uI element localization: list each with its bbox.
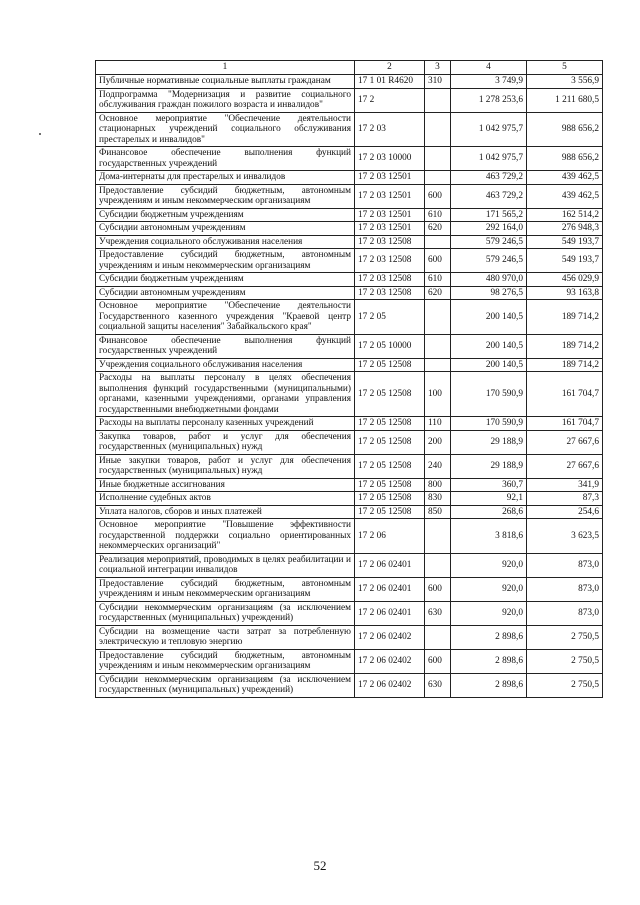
amount-year1-cell: 2 898,6 [451,625,527,649]
expense-name-cell: Дома-интернаты для престарелых и инвалидов [96,171,355,185]
expense-type-cell [425,112,451,147]
expense-type-cell: 830 [425,492,451,506]
amount-year2-cell: 189 714,2 [527,334,603,358]
amount-year1-cell: 1 042 975,7 [451,112,527,147]
amount-year1-cell: 2 898,6 [451,649,527,673]
amount-year1-cell: 920,0 [451,577,527,601]
amount-year1-cell: 3 818,6 [451,519,527,554]
table-body [96,75,603,698]
amount-year1-cell: 170 590,9 [451,372,527,417]
table-row [96,184,603,208]
table-row [96,649,603,673]
target-code-cell: 17 2 05 12508 [355,492,425,506]
amount-year2-cell: 27 667,6 [527,430,603,454]
column-header: 2 [355,61,425,75]
expense-type-cell: 600 [425,649,451,673]
amount-year2-cell: 27 667,6 [527,454,603,478]
table-row [96,112,603,147]
target-code-cell: 17 2 06 [355,519,425,554]
amount-year2-cell: 873,0 [527,553,603,577]
amount-year2-cell: 161 704,7 [527,417,603,431]
expense-name-cell: Исполнение судебных актов [96,492,355,506]
expense-type-cell [425,171,451,185]
amount-year2-cell: 549 193,7 [527,249,603,273]
expense-type-cell: 240 [425,454,451,478]
target-code-cell: 17 2 03 12508 [355,249,425,273]
expense-type-cell: 200 [425,430,451,454]
target-code-cell: 17 2 [355,88,425,112]
expense-name-cell: Основное мероприятие "Обеспечение деятельности стационарных учреждений социального обслуживания престарелых и инвалидов" [96,112,355,147]
amount-year2-cell: 276 948,3 [527,222,603,236]
page-number: 52 [313,858,327,873]
expense-type-cell: 600 [425,249,451,273]
amount-year1-cell: 3 749,9 [451,75,527,89]
expense-type-cell: 630 [425,601,451,625]
amount-year2-cell: 873,0 [527,577,603,601]
target-code-cell: 17 2 06 02401 [355,601,425,625]
amount-year1-cell: 92,1 [451,492,527,506]
column-header: 1 [96,61,355,75]
amount-year2-cell: 93 163,8 [527,286,603,300]
table-row [96,300,603,335]
target-code-cell: 17 2 06 02402 [355,625,425,649]
expense-name-cell: Закупка товаров, работ и услуг для обеспечения государственных (муниципальных) нужд [96,430,355,454]
target-code-cell: 17 2 06 02402 [355,673,425,697]
expense-name-cell: Финансовое обеспечение выполнения функций государственных учреждений [96,334,355,358]
target-code-cell: 17 2 05 10000 [355,334,425,358]
target-code-cell: 17 2 06 02401 [355,553,425,577]
expense-type-cell [425,334,451,358]
table-row [96,454,603,478]
amount-year1-cell: 579 246,5 [451,249,527,273]
expense-name-cell: Реализация мероприятий, проводимых в целях реабилитации и социальной интеграции инвалидов [96,553,355,577]
table-row [96,492,603,506]
expense-name-cell: Учреждения социального обслуживания населения [96,358,355,372]
expense-type-cell: 620 [425,222,451,236]
target-code-cell: 17 2 03 12501 [355,222,425,236]
scan-speck [39,133,41,135]
amount-year2-cell: 2 750,5 [527,673,603,697]
amount-year2-cell: 341,9 [527,478,603,492]
amount-year1-cell: 29 188,9 [451,454,527,478]
amount-year2-cell: 189 714,2 [527,300,603,335]
column-header: 3 [425,61,451,75]
expense-type-cell [425,88,451,112]
expense-name-cell: Подпрограмма "Модернизация и развитие социального обслуживания граждан пожилого возраста и инвалидов" [96,88,355,112]
expense-type-cell: 600 [425,577,451,601]
target-code-cell: 17 2 05 12508 [355,372,425,417]
expense-type-cell: 610 [425,208,451,222]
amount-year2-cell: 1 211 680,5 [527,88,603,112]
table-row [96,505,603,519]
table-row [96,673,603,697]
target-code-cell: 17 2 05 12508 [355,454,425,478]
target-code-cell: 17 2 03 [355,112,425,147]
amount-year1-cell: 200 140,5 [451,334,527,358]
table-row [96,601,603,625]
amount-year2-cell: 2 750,5 [527,649,603,673]
target-code-cell: 17 2 03 12508 [355,235,425,249]
target-code-cell: 17 2 03 12501 [355,208,425,222]
amount-year1-cell: 292 164,0 [451,222,527,236]
amount-year2-cell: 988 656,2 [527,112,603,147]
amount-year1-cell: 171 565,2 [451,208,527,222]
expense-name-cell: Уплата налогов, сборов и иных платежей [96,505,355,519]
amount-year1-cell: 98 276,5 [451,286,527,300]
target-code-cell: 17 2 05 12508 [355,358,425,372]
target-code-cell: 17 1 01 R4620 [355,75,425,89]
amount-year1-cell: 463 729,2 [451,184,527,208]
expense-name-cell: Субсидии автономным учреждениям [96,286,355,300]
expense-type-cell: 600 [425,184,451,208]
target-code-cell: 17 2 05 12508 [355,505,425,519]
amount-year2-cell: 87,3 [527,492,603,506]
expense-name-cell: Расходы на выплаты персоналу казенных учреждений [96,417,355,431]
expense-name-cell: Субсидии автономным учреждениям [96,222,355,236]
expense-type-cell [425,358,451,372]
expense-type-cell [425,300,451,335]
table-row [96,553,603,577]
amount-year1-cell: 200 140,5 [451,300,527,335]
table-row [96,286,603,300]
table-row [96,334,603,358]
amount-year1-cell: 1 278 253,6 [451,88,527,112]
expense-type-cell: 110 [425,417,451,431]
amount-year1-cell: 920,0 [451,553,527,577]
table-row [96,577,603,601]
expense-name-cell: Расходы на выплаты персоналу в целях обеспечения выполнения функций государственными (муниципальными) органами, казенными учреждениями, органами управления государственными внебюджетными фондами [96,372,355,417]
target-code-cell: 17 2 06 02402 [355,649,425,673]
expense-type-cell: 630 [425,673,451,697]
expense-name-cell: Субсидии некоммерческим организациям (за исключением государственных (муниципальных) учреждений) [96,673,355,697]
budget-table [95,60,603,698]
amount-year2-cell: 161 704,7 [527,372,603,417]
table-row [96,372,603,417]
amount-year1-cell: 920,0 [451,601,527,625]
expense-type-cell: 620 [425,286,451,300]
table-row [96,430,603,454]
expense-type-cell: 610 [425,273,451,287]
target-code-cell: 17 2 05 [355,300,425,335]
amount-year2-cell: 189 714,2 [527,358,603,372]
expense-type-cell: 850 [425,505,451,519]
table-row [96,235,603,249]
table-row [96,249,603,273]
table-row [96,147,603,171]
table-row [96,417,603,431]
expense-name-cell: Предоставление субсидий бюджетным, автономным учреждениям и иным некоммерческим организациям [96,649,355,673]
amount-year2-cell: 3 556,9 [527,75,603,89]
amount-year2-cell: 439 462,5 [527,184,603,208]
amount-year1-cell: 268,6 [451,505,527,519]
expense-name-cell: Учреждения социального обслуживания населения [96,235,355,249]
table-row [96,358,603,372]
target-code-cell: 17 2 03 12508 [355,286,425,300]
expense-name-cell: Субсидии на возмещение части затрат за потребленную электрическую и тепловую энергию [96,625,355,649]
expense-name-cell: Финансовое обеспечение выполнения функций государственных учреждений [96,147,355,171]
expense-type-cell [425,625,451,649]
amount-year2-cell: 3 623,5 [527,519,603,554]
target-code-cell: 17 2 03 12501 [355,171,425,185]
expense-name-cell: Публичные нормативные социальные выплаты гражданам [96,75,355,89]
expense-name-cell: Основное мероприятие "Обеспечение деятельности Государственного казенного учреждения "Краевой центр социальной защиты населения" Забайкальского края" [96,300,355,335]
expense-name-cell: Предоставление субсидий бюджетным, автономным учреждениям и иным некоммерческим организациям [96,184,355,208]
amount-year2-cell: 2 750,5 [527,625,603,649]
table-row [96,75,603,89]
target-code-cell: 17 2 06 02401 [355,577,425,601]
header-row [96,61,603,75]
amount-year1-cell: 200 140,5 [451,358,527,372]
expense-name-cell: Субсидии бюджетным учреждениям [96,273,355,287]
target-code-cell: 17 2 03 12501 [355,184,425,208]
amount-year2-cell: 439 462,5 [527,171,603,185]
expense-type-cell: 800 [425,478,451,492]
amount-year2-cell: 549 193,7 [527,235,603,249]
amount-year2-cell: 254,6 [527,505,603,519]
target-code-cell: 17 2 05 12508 [355,430,425,454]
column-header: 5 [527,61,603,75]
table-row [96,208,603,222]
target-code-cell: 17 2 03 12508 [355,273,425,287]
column-header: 4 [451,61,527,75]
amount-year2-cell: 162 514,2 [527,208,603,222]
expense-name-cell: Основное мероприятие "Повышение эффективности государственной поддержки социально ориентированных некоммерческих организаций" [96,519,355,554]
table-row [96,273,603,287]
expense-name-cell: Субсидии некоммерческим организациям (за исключением государственных (муниципальных) учреждений) [96,601,355,625]
expense-name-cell: Иные бюджетные ассигнования [96,478,355,492]
target-code-cell: 17 2 05 12508 [355,417,425,431]
amount-year1-cell: 463 729,2 [451,171,527,185]
amount-year1-cell: 29 188,9 [451,430,527,454]
table-row [96,88,603,112]
amount-year1-cell: 360,7 [451,478,527,492]
expense-type-cell [425,147,451,171]
table-row [96,625,603,649]
expense-name-cell: Предоставление субсидий бюджетным, автономным учреждениям и иным некоммерческим организациям [96,249,355,273]
amount-year1-cell: 170 590,9 [451,417,527,431]
amount-year2-cell: 873,0 [527,601,603,625]
target-code-cell: 17 2 03 10000 [355,147,425,171]
target-code-cell: 17 2 05 12508 [355,478,425,492]
expense-type-cell [425,235,451,249]
amount-year1-cell: 480 970,0 [451,273,527,287]
amount-year1-cell: 2 898,6 [451,673,527,697]
expense-type-cell [425,519,451,554]
expense-type-cell: 100 [425,372,451,417]
expense-name-cell: Предоставление субсидий бюджетным, автономным учреждениям и иным некоммерческим организациям [96,577,355,601]
table-row [96,478,603,492]
amount-year2-cell: 988 656,2 [527,147,603,171]
expense-type-cell [425,553,451,577]
expense-name-cell: Иные закупки товаров, работ и услуг для обеспечения государственных (муниципальных) нужд [96,454,355,478]
table-row [96,171,603,185]
expense-name-cell: Субсидии бюджетным учреждениям [96,208,355,222]
amount-year1-cell: 1 042 975,7 [451,147,527,171]
expense-type-cell: 310 [425,75,451,89]
table-row [96,222,603,236]
amount-year1-cell: 579 246,5 [451,235,527,249]
amount-year2-cell: 456 029,9 [527,273,603,287]
table-row [96,519,603,554]
